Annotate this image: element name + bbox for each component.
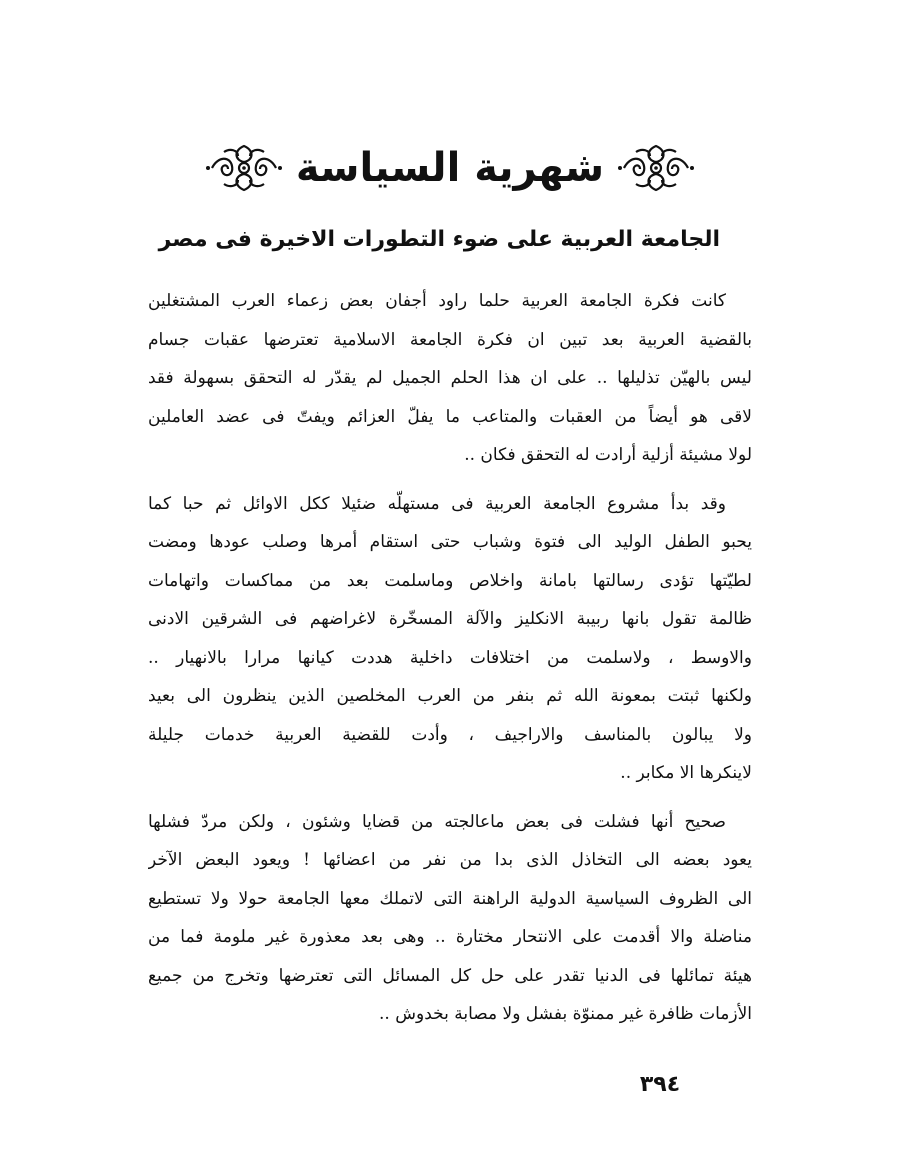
text-line: والاوسط ، ولاسلمت من اختلافات داخلية هددت كيانها مرارا بالانهيار .. [148,647,752,668]
text-line: هيئة تمائلها فى الدنيا تقدر على حل كل المسائل التى تعترضها وتخرج من جميع [148,965,752,986]
text-line: يحبو الطفل الوليد الى فتوة وشباب حتى استقام أمرها وصلب عودها ومضت [148,532,752,552]
text-line: الأزمات ظافرة غير ممنوّة بفشل ولا مصابة بخدوش .. [379,1004,752,1024]
text-line: ظالمة تقول بانها ربيبة الانكليز والآلة المسخّرة لاغراضهم فى الشرقين الادنى [148,609,752,629]
page-number: ٣٩٤ [639,1072,681,1097]
text-line: ولكنها ثبتت بمعونة الله ثم بنفر من العرب المخلصين الذين ينظرون الى بعيد [148,686,752,706]
arabesque-ornament-icon [204,138,284,198]
text-line: يعود بعضه الى التخاذل الذى بدا من نفر من اعضائها ! ويعود البعض الآخر [148,850,752,870]
text-line: صحيح أنها فشلت فى بعض ماعالجته من قضايا وشئون ، ولكن مردّ فشلها [148,811,726,832]
text-line: مناضلة والا أقدمت على الانتحار مختارة .. وهى بعد معذورة غير ملومة فما من [148,927,752,947]
article-subtitle: الجامعة العربية على ضوء التطورات الاخيرة فى مصر [158,227,720,252]
article-body [148,282,752,1034]
text-line: وقد بدأ مشروع الجامعة العربية فى مستهلّه ضئيلا ككل الاوائل ثم حبا كما [148,493,726,514]
arabesque-ornament-right [616,138,696,198]
text-line: ليس بالهيّن تذليلها .. على ان هذا الحلم الجميل لم يقدّر له التحقق بسهولة فقد [148,368,752,388]
text-line: بالقضية العربية بعد تبين ان فكرة الجامعة الاسلامية تعترضها عقبات جسام [148,329,752,350]
paragraph-2 [148,485,752,793]
text-line: كانت فكرة الجامعة العربية حلما راود أجفان بعض زعماء العرب المشتغلين [148,291,726,311]
text-line: ولا يبالون بالمناسف والاراجيف ، وأدت للقضية العربية خدمات جليلة [148,724,752,745]
page-title: شهرية السياسة [295,145,605,191]
paragraph-1 [148,282,752,475]
text-line: لاقى هو أيضاً من العقبات والمتاعب ما يفلّ العزائم ويفتّ فى عضد العاملين [148,406,752,427]
arabesque-ornament-icon [616,138,696,198]
text-line: لاينكرها الا مكابر .. [620,763,752,783]
text-line: لولا مشيئة أزلية أرادت له التحقق فكان .. [464,445,752,465]
paragraph-3 [148,803,752,1034]
page-header [200,128,700,208]
text-line: الى الظروف السياسية الدولية الراهنة التى لاتملك معها الجامعة حولا ولا تستطيع [148,888,752,909]
arabesque-ornament-left [204,138,284,198]
text-line: لطيّتها تؤدى رسالتها بامانة واخلاص وماسلمت بعد من مماكسات واتهامات [148,570,752,591]
